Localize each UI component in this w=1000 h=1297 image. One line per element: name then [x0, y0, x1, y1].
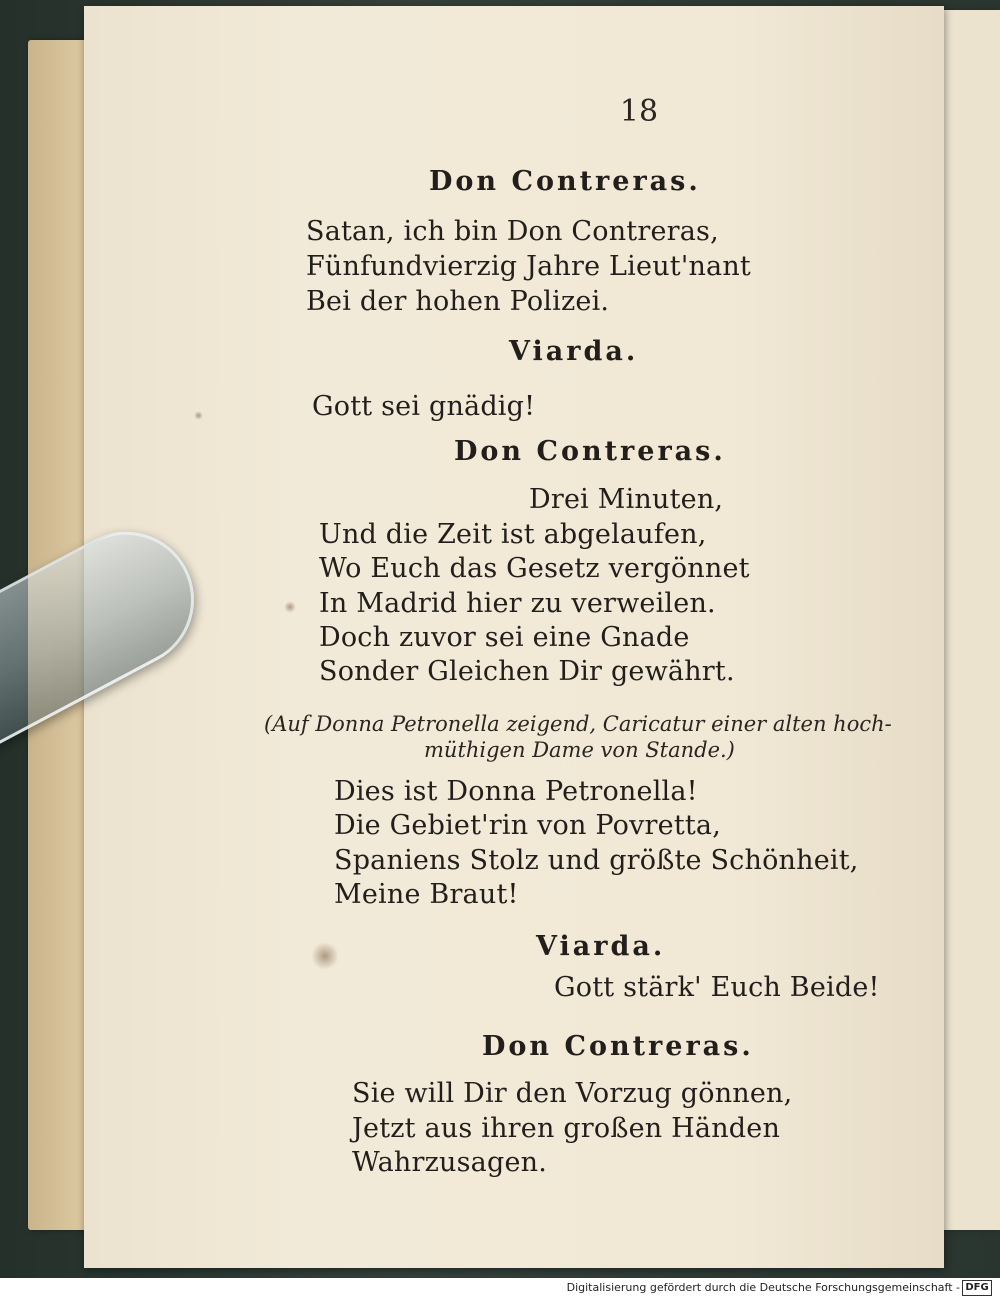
verse-line: Jetzt aus ihren großen Händen	[352, 1113, 781, 1144]
speaker-name: Viarda.	[509, 336, 639, 367]
verse-line: Doch zuvor sei eine Gnade	[319, 622, 690, 653]
foxing-stain	[194, 411, 203, 420]
speaker-name: Don Contreras.	[454, 436, 726, 467]
verse-line: Sonder Gleichen Dir gewährt.	[319, 656, 735, 687]
verse-line: Sie will Dir den Vorzug gönnen,	[352, 1078, 793, 1109]
verse-line: Wo Euch das Gesetz vergönnet	[319, 553, 750, 584]
page-number: 18	[619, 94, 659, 129]
verse-line: Fünfundvierzig Jahre Lieut'nant	[306, 251, 751, 282]
verse-line: In Madrid hier zu verweilen.	[319, 588, 716, 619]
verse-line: Bei der hohen Polizei.	[306, 286, 610, 317]
speaker-name: Viarda.	[536, 931, 666, 962]
foxing-stain	[312, 941, 338, 971]
stage-direction: müthigen Dame von Stande.)	[424, 738, 735, 762]
verse-line: Drei Minuten,	[529, 484, 724, 515]
speaker-name: Don Contreras.	[429, 166, 701, 197]
speaker-name: Don Contreras.	[482, 1031, 754, 1062]
verse-line: Gott stärk' Euch Beide!	[554, 972, 880, 1003]
verse-line: Dies ist Donna Petronella!	[334, 776, 698, 807]
book-page	[84, 6, 944, 1268]
digitization-credit: Digitalisierung gefördert durch die Deutsche Forschungsgemeinschaft -	[566, 1281, 960, 1294]
foxing-stain	[284, 601, 296, 613]
verse-line: Satan, ich bin Don Contreras,	[306, 216, 719, 247]
verse-line: Spaniens Stolz und größte Schönheit,	[334, 845, 859, 876]
verse-line: Gott sei gnädig!	[312, 391, 536, 422]
verse-line: Wahrzusagen.	[352, 1147, 547, 1178]
stage-direction: (Auf Donna Petronella zeigend, Caricatur einer alten hoch-	[264, 712, 892, 736]
dfg-logo-icon: DFG	[962, 1280, 992, 1296]
verse-line: Und die Zeit ist abgelaufen,	[319, 519, 707, 550]
verse-line: Meine Braut!	[334, 879, 519, 910]
verse-line: Die Gebiet'rin von Povretta,	[334, 810, 722, 841]
